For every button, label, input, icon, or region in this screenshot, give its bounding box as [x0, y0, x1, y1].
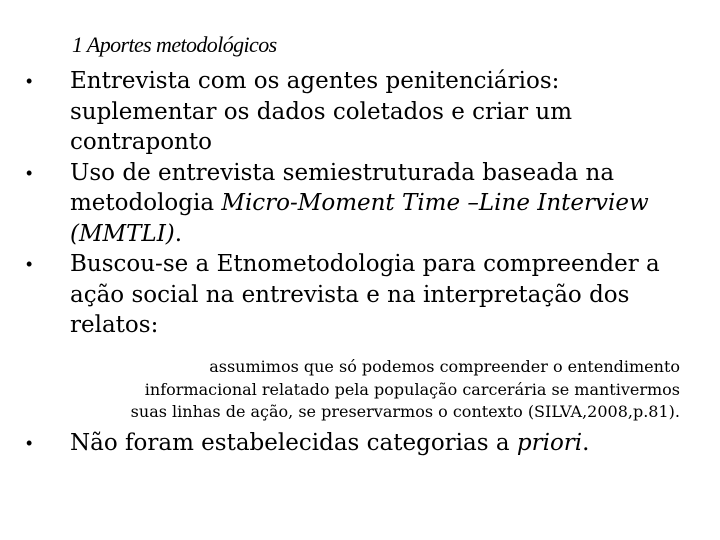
bullet-list: [22, 66, 712, 341]
quote-line: suas linhas de ação, se preservarmos o contexto (SILVA,2008,p.81).: [130, 402, 680, 421]
bullet-icon: •: [26, 162, 33, 183]
bullet-text-end: .: [582, 430, 590, 456]
bullet-text-end: .: [174, 220, 183, 247]
list-item: [22, 158, 712, 250]
quote-line: assumimos que só podemos compreender o entendimento: [209, 357, 680, 376]
slide-title: 1 Aportes metodológicos: [72, 32, 277, 57]
list-item: [22, 249, 712, 341]
bullet-text-plain: Uso de entrevista semiestruturada baseada na metodologia: [70, 159, 615, 216]
latin-term: priori: [516, 430, 583, 456]
bullet-icon: •: [26, 71, 33, 91]
bullet-text: Buscou-se a Etnometodologia para compreender a ação social na entrevista e na interpretação dos relatos:: [70, 251, 660, 338]
list-item-last: [22, 428, 720, 459]
list-item: [22, 66, 712, 158]
citation-quote: [70, 356, 680, 424]
bullet-text: Entrevista com os agentes penitenciários: suplementar os dados coletados e criar um contraponto: [70, 68, 573, 155]
bullet-text-plain: Não foram estabelecidas categorias a: [70, 430, 517, 456]
methodology-name: Micro-Moment Time –Line Interview (MMTLI): [70, 190, 649, 247]
bullet-icon: •: [26, 433, 33, 453]
bullet-icon: •: [26, 254, 33, 274]
quote-line: informacional relatado pela população carcerária se mantivermos: [144, 379, 680, 399]
bullet-text: [70, 430, 589, 456]
bullet-text: [70, 160, 649, 247]
